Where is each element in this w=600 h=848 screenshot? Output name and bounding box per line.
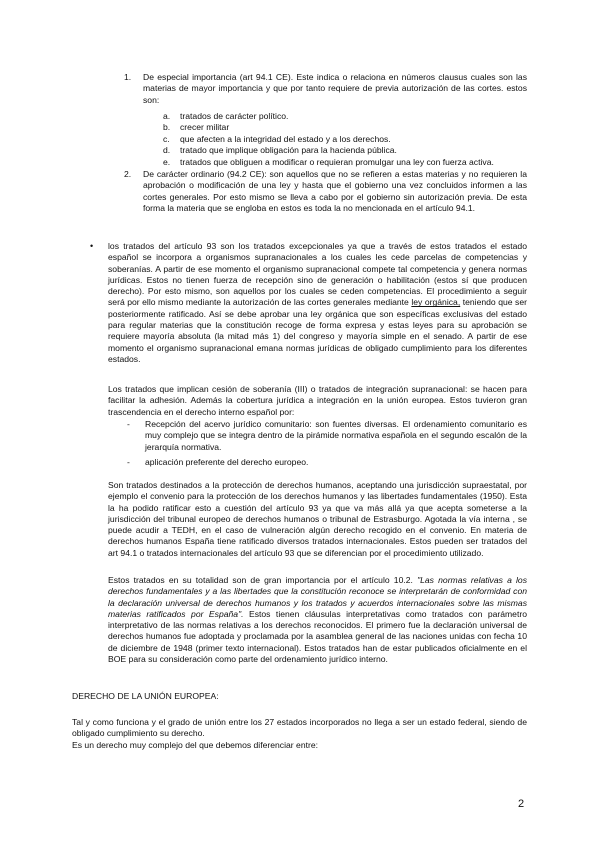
sublist-letter-c: c. xyxy=(163,134,170,144)
page-number: 2 xyxy=(518,798,525,810)
dash-2: - xyxy=(127,457,130,467)
list-item-2-text: De carácter ordinario (94.2 CE): son aquellos que no se refieren a estas materias y no requieren la aprobación o modificación de una ley y hasta que el gobierno una vez concluidos informen a las cortes generales. Por esto mismo se lleva a cabo por el gobierno sin autorización previa. De esta forma la materia que se engloba en estos es toda la no mencionada en el artículo 94.1. xyxy=(143,169,527,213)
dash-1: - xyxy=(127,419,130,429)
list-number-1: 1. xyxy=(124,72,132,82)
cession-paragraph: Los tratados que implican cesión de soberanía (III) o tratados de integración supranacional: se hacen para facilitar la adhesión. Además la cobertura jurídica a integración en la unión europea. Estos tuvieron gran trascendencia en el derecho interno español por: xyxy=(108,384,527,417)
list-item-1-text: De especial importancia (art 94.1 CE). Este indica o relaciona en números clausus cuales son las materias de mayor importancia y que por tanto requiere de previa autorización de las cortes. estos son: xyxy=(143,72,527,105)
sublist-letter-d: d. xyxy=(163,145,171,155)
human-rights-paragraph: Son tratados destinados a la protección de derechos humanos, aceptando una jurisdicción supraestatal, por ejemplo el convenio para la protección de los derechos humanos y las libertades fundamentales (1950). Esta la ha podido ratificar esto a cuestión del artículo 93 ya que va más allá ya que acepta someterse a la jurisdicción del tribunal europeo de derechos humanos o tribunal de Estrasburgo. Agotada la vía interna , se puede acudir a TEDH, en el caso de vulneración algún derecho recogido en el convenio. En materia de derechos humanos España tiene ratificado diversos tratados internacionales. Estos pueden ser tratados del art 94.1 o tratados internacionales del artículo 93 que se diferencian por el procedimiento utilizado. xyxy=(108,480,527,558)
bullet-icon: • xyxy=(90,241,94,251)
article-10-2-quote: "Las normas relativas a los derechos fundamentales y a las libertades que la constitución reconoce se interpretarán de conformidad con la declaración universal de derechos humanos y los tratados y acuerdos internacionales sobre las mismas materias ratificados por España". xyxy=(108,575,528,619)
importance-text-before: Estos tratados en su totalidad son de gran importancia por el artículo 10.2. xyxy=(108,575,413,585)
importance-paragraph xyxy=(108,575,527,665)
section-heading: DERECHO DE LA UNIÓN EUROPEA: xyxy=(72,691,219,701)
sublist-letter-b: b. xyxy=(163,122,171,132)
dash-item-2: aplicación preferente del derecho europeo. xyxy=(145,457,309,467)
sublist-item-c: que afecten a la integridad del estado y a los derechos. xyxy=(180,134,391,144)
sublist-letter-e: e. xyxy=(163,157,171,167)
dash-item-1: Recepción del acervo jurídico comunitario: son fuentes diversas. El ordenamiento comunitario es muy complejo que se integra dentro de la pirámide normativa española en el segundo escalón de la jerarquía normativa. xyxy=(145,419,527,452)
sublist-item-d: tratado que implique obligación para la hacienda pública. xyxy=(180,145,397,155)
sublist-item-a: tratados de carácter político. xyxy=(180,111,289,121)
eu-paragraph-1: Tal y como funciona y el grado de unión entre los 27 estados incorporados no llega a ser un estado federal, siendo de obligado cumplimiento su derecho. xyxy=(72,717,527,739)
sublist-item-b: crecer militar xyxy=(180,122,230,132)
bullet-paragraph xyxy=(108,241,527,365)
ley-organica-underlined: ley orgánica, xyxy=(411,297,461,308)
importance-text-after: Estos tienen cláusulas interpretativas como tratados con parámetro interpretativo de las normas relativas a los derechos reconocidos. El primero fue la declaración universal de derechos humanos fue adoptada y proclamada por la asamblea general de las naciones unidas con fecha 10 de diciembre de 1948 (primer texto internacional). Estos tratados han de estar publicados oficialmente en el BOE para su consideración como parte del ordenamiento jurídico interno. xyxy=(108,608,527,665)
sublist-letter-a: a. xyxy=(163,111,171,121)
bullet-paragraph-text-after: teniendo que ser posteriormente ratificado. Así se debe aprobar una ley orgánica que son específicas exclusivas del estado para regular materias que la constitución recoge de forma expresa y estas leyes para su aprobación se requiere mayoría absoluta (la mitad más 1) del congreso y mayoría simple en el senado. A partir de ese momento el organismo supranacional emana normas jurídicas de obligado cumplimiento para los diferentes estados. xyxy=(108,297,527,364)
bullet-paragraph-text-before: los tratados del artículo 93 son los tratados excepcionales ya que a través de estos tratados el estado español se incorpora a organismos supranacionales a los cuales les cede parcelas de competencias y soberanías. A partir de ese momento el organismo supranacional compete tal competencia y genera normas jurídicas. Estos no tienen fuerza de recepción sino de generación o habilitación (estos sí que producen derecho). Por esto mismo, son aquellos por los cuales se ceden competencias. El procedimiento a seguir será por ello mismo mediante la autorización de las cortes generales mediante xyxy=(108,241,527,308)
eu-paragraph-2: Es un derecho muy complejo del que debemos diferenciar entre: xyxy=(72,740,319,750)
sublist-item-e: tratados que obliguen a modificar o requieran promulgar una ley con fuerza activa. xyxy=(180,157,494,167)
list-number-2: 2. xyxy=(124,169,132,179)
